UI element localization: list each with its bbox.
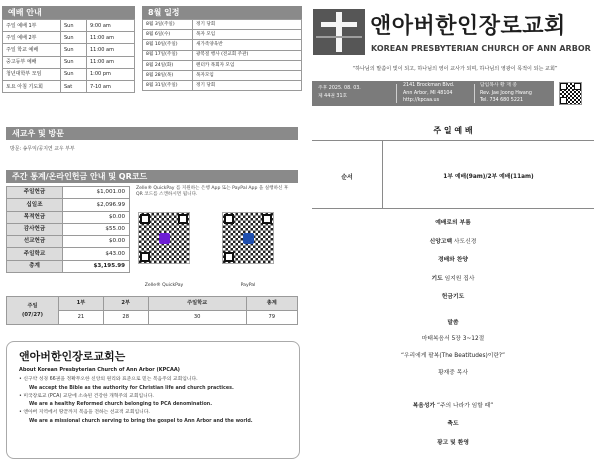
website-qr-code[interactable] <box>559 82 582 105</box>
zelle-qr-code[interactable] <box>138 212 190 264</box>
church-info-bar <box>312 81 554 106</box>
event-date: 8월 3일(주일) <box>143 20 193 30</box>
offering-prayer: 헌금기도 <box>441 294 465 300</box>
divider <box>312 140 594 141</box>
offering-label: 주일학교 <box>7 248 63 260</box>
divider <box>312 208 594 209</box>
service-time: 1:00 pm <box>87 68 135 80</box>
service-name: 청년대학부 모임 <box>3 68 61 80</box>
offering-total: $3,195.99 <box>63 260 130 272</box>
qr-finder <box>224 252 234 262</box>
new-members-text: 방문: 송무익/공지연 교우 부부 <box>10 146 75 152</box>
qr-finder <box>224 214 234 224</box>
offering-amount: $55.00 <box>63 223 130 235</box>
preacher-name: 황재중 목사 <box>438 370 468 376</box>
attendance-value: 30 <box>148 311 246 325</box>
zelle-qr-caption: Zelle® QuickPay <box>144 283 184 288</box>
cross-bar <box>321 22 357 27</box>
qr-finder <box>262 214 272 224</box>
table-row <box>3 32 135 44</box>
offering-amount: $43.00 <box>63 248 130 260</box>
divider <box>396 84 397 103</box>
prayer-leader: 임지원 집사 <box>444 276 475 282</box>
attendance-header: 주일학교 <box>148 297 246 311</box>
about-item-en: We are a missional church serving to bring the gospel to Ann Arbor and the world. <box>29 418 253 424</box>
issue-volume: 제 44권 31호 <box>318 94 348 99</box>
table-row <box>143 20 302 30</box>
about-item-ko: • 신구약 성경 66권을 정확무오한 신앙의 원리와 표준으로 믿는 복음주의 교회입니다. <box>19 377 198 383</box>
service-times: 1부 예배(9am)/2부 예배(11am) <box>443 174 534 180</box>
church-address <box>403 82 454 105</box>
event-date: 8월 17일(주일) <box>143 50 193 60</box>
about-item-ko: • 앤아버 지역에서 땅끝까지 복음을 전하는 선교적 교회입니다. <box>19 410 150 416</box>
attendance-total: 79 <box>246 311 297 325</box>
about-text: 미국장로교 (PCA) 교단에 소속된 건강한 개혁주의 교회입니다. <box>23 393 154 399</box>
offering-amount: $0.00 <box>63 236 130 248</box>
offering-amount: $0.00 <box>63 211 130 223</box>
hymn-label: 복음성가 <box>412 403 436 409</box>
table-row <box>143 30 302 40</box>
paypal-qr-caption: PayPal <box>240 283 256 288</box>
table-row <box>143 40 302 50</box>
monthly-events <box>142 6 302 91</box>
call-to-worship: 예배로의 부름 <box>435 220 471 226</box>
offering-label: 총계 <box>7 260 63 272</box>
table-row <box>3 80 135 92</box>
attendance-header: 총계 <box>246 297 297 311</box>
logo-stripe <box>316 36 362 38</box>
creed-label: 신앙고백 <box>429 239 453 245</box>
table-row <box>7 297 298 311</box>
church-motto: “하나님의 말씀이 빛이 되고, 하나님의 영이 교사가 되며, 하나님의 영광이 목적이 되는 교회” <box>352 66 558 72</box>
event-desc: 목자모임 <box>193 70 302 80</box>
attendance-value: 21 <box>59 311 104 325</box>
issue-info <box>318 85 361 101</box>
event-date: 8월 24일(화) <box>143 60 193 70</box>
attendance-header: 1부 <box>59 297 104 311</box>
qr-finder <box>560 83 567 90</box>
service-day: Sun <box>61 56 87 68</box>
address-street: 2141 Brockman Blvd. <box>403 83 455 88</box>
offering-label: 주일헌금 <box>7 187 63 199</box>
attendance-header: 2부 <box>103 297 148 311</box>
table-row <box>7 211 130 223</box>
about-item-ko: • 미국장로교 (PCA) 교단에 소속된 건강한 개혁주의 교회입니다. <box>19 393 154 399</box>
table-row <box>3 56 135 68</box>
sermon-label: 말씀 <box>447 320 459 326</box>
event-desc: 광복절 행사 (전교회 주관) <box>193 50 302 60</box>
worship-schedule-title: 예배 안내 <box>2 6 135 19</box>
attendance-date: (07/27) <box>21 312 44 318</box>
zelle-instructions: Zelle® QuickPay 를 지원하는 은행 App 또는 PayPal App 을 실행하신 후 QR 코드를 스캔하시면 됩니다. <box>136 186 289 198</box>
pastor-phone: Tel. 734 680 5221 <box>480 98 524 103</box>
table-row <box>3 68 135 80</box>
service-time: 11:00 am <box>87 56 135 68</box>
church-name-english: KOREAN PRESBYTERIAN CHURCH OF ANN ARBOR <box>371 44 591 53</box>
attendance-week <box>7 297 59 325</box>
attendance-table <box>6 296 298 325</box>
about-subtitle: About Korean Presbyterian Church of Ann Arbor (KPCAA) <box>19 367 180 374</box>
about-church-box <box>6 341 300 459</box>
qr-finder <box>178 214 188 224</box>
event-date: 8월 31일(주일) <box>143 81 193 91</box>
issue-date: 주후 2025. 08. 03. <box>318 86 361 91</box>
offering-label: 감사헌금 <box>7 223 63 235</box>
cross-icon <box>336 12 342 52</box>
table-row <box>143 70 302 80</box>
service-name: 주일 예배 1부 <box>3 20 61 32</box>
hymn-title: “주의 나라가 임할 때” <box>436 403 494 409</box>
order-label: 순서 <box>341 174 353 181</box>
offering-label: 선교헌금 <box>7 236 63 248</box>
offering-label: 십일조 <box>7 199 63 211</box>
service-day: Sun <box>61 32 87 44</box>
attendance-label: 주일 <box>27 302 38 309</box>
table-row <box>7 236 130 248</box>
qr-finder <box>560 97 567 104</box>
service-name: 토요 아침 기도회 <box>3 80 61 92</box>
offering-amount: $1,001.00 <box>63 187 130 199</box>
church-name-korean: 앤아버한인장로교회 <box>370 14 566 39</box>
event-desc: 정기 당회 <box>193 81 302 91</box>
monthly-events-title: 8월 일정 <box>142 6 302 19</box>
service-time: 11:00 am <box>87 44 135 56</box>
service-time: 9:00 am <box>87 20 135 32</box>
offering-table <box>6 186 130 273</box>
about-title: 앤아버한인장로교회는 <box>19 350 126 363</box>
pastor-info <box>480 82 532 105</box>
website-link[interactable]: http://kpcaa.us <box>403 98 440 103</box>
service-name: 중고등부 예배 <box>3 56 61 68</box>
table-row <box>7 187 130 199</box>
worship-schedule <box>2 6 135 93</box>
creed-text: 사도신경 <box>453 239 477 245</box>
about-text: 앤아버 지역에서 땅끝까지 복음을 전하는 선교적 교회입니다. <box>23 410 150 416</box>
qr-finder <box>140 214 150 224</box>
monthly-events-table <box>142 19 302 91</box>
offering-amount: $2,096.99 <box>63 199 130 211</box>
qr-finder <box>140 252 150 262</box>
praise-worship: 경배와 찬양 <box>437 257 469 263</box>
creed-line <box>312 239 594 246</box>
scripture-reference: 마태복음서 5장 3~12절 <box>421 336 485 342</box>
about-item-en: We are a healthy Reformed church belonging to PCA denomination. <box>29 402 213 408</box>
prayer-label: 기도 <box>431 276 443 282</box>
table-row <box>7 223 130 235</box>
paypal-logo-icon <box>243 233 254 244</box>
service-name: 주일 학교 예배 <box>3 44 61 56</box>
table-row <box>143 81 302 91</box>
sermon-title: “우리에게 팔복(The Beatitudes)이란?” <box>400 353 506 359</box>
benediction: 축도 <box>447 421 459 427</box>
pastor-english: Rev. Jae Joong Hwang <box>480 90 532 96</box>
table-row <box>143 50 302 60</box>
table-row <box>3 44 135 56</box>
event-date: 8월 6일(수) <box>143 30 193 40</box>
event-desc: 새가족양육반 <box>193 40 302 50</box>
prayer-line <box>312 276 594 283</box>
about-item-en: We accept the Bible as the authority for Christian life and church practices. <box>29 385 234 391</box>
table-row <box>143 60 302 70</box>
service-day: Sat <box>61 80 87 92</box>
address-city: Ann Arbor, MI 48104 <box>403 90 453 96</box>
event-desc: 정기 당회 <box>193 20 302 30</box>
announcements: 광고 및 환영 <box>436 440 470 446</box>
table-row <box>7 248 130 260</box>
attendance-value: 28 <box>103 311 148 325</box>
service-day: Sun <box>61 68 87 80</box>
table-row <box>7 199 130 211</box>
event-desc: 목자 모임 <box>193 30 302 40</box>
zelle-logo-icon <box>159 233 170 244</box>
table-row <box>7 260 130 272</box>
service-time: 7-10 am <box>87 80 135 92</box>
offering-label: 목적헌금 <box>7 211 63 223</box>
church-logo <box>313 9 365 55</box>
about-text: 신구약 성경 66권을 정확무오한 신앙의 원리와 표준으로 믿는 복음주의 교회입니다. <box>23 377 198 383</box>
service-name: 주일 예배 2부 <box>3 32 61 44</box>
hymn-line <box>312 403 594 410</box>
offering-title: 주간 통계/온라인헌금 안내 및 QR코드 <box>6 170 298 183</box>
event-desc: 렌터카 목회자 모임 <box>193 60 302 70</box>
event-date: 8월 10일(주일) <box>143 40 193 50</box>
qr-finder <box>574 83 581 90</box>
service-time: 11:00 am <box>87 32 135 44</box>
table-row <box>3 20 135 32</box>
service-day: Sun <box>61 20 87 32</box>
new-members-title: 새교우 및 방문 <box>6 127 298 140</box>
worship-order-title: 주 일 예 배 <box>433 126 473 135</box>
pastor-korean: 담임목사 황 재 중 <box>480 83 518 88</box>
event-date: 8월 28일(목) <box>143 70 193 80</box>
worship-schedule-table <box>2 19 135 93</box>
paypal-qr-code[interactable] <box>222 212 274 264</box>
divider <box>474 84 475 103</box>
service-day: Sun <box>61 44 87 56</box>
